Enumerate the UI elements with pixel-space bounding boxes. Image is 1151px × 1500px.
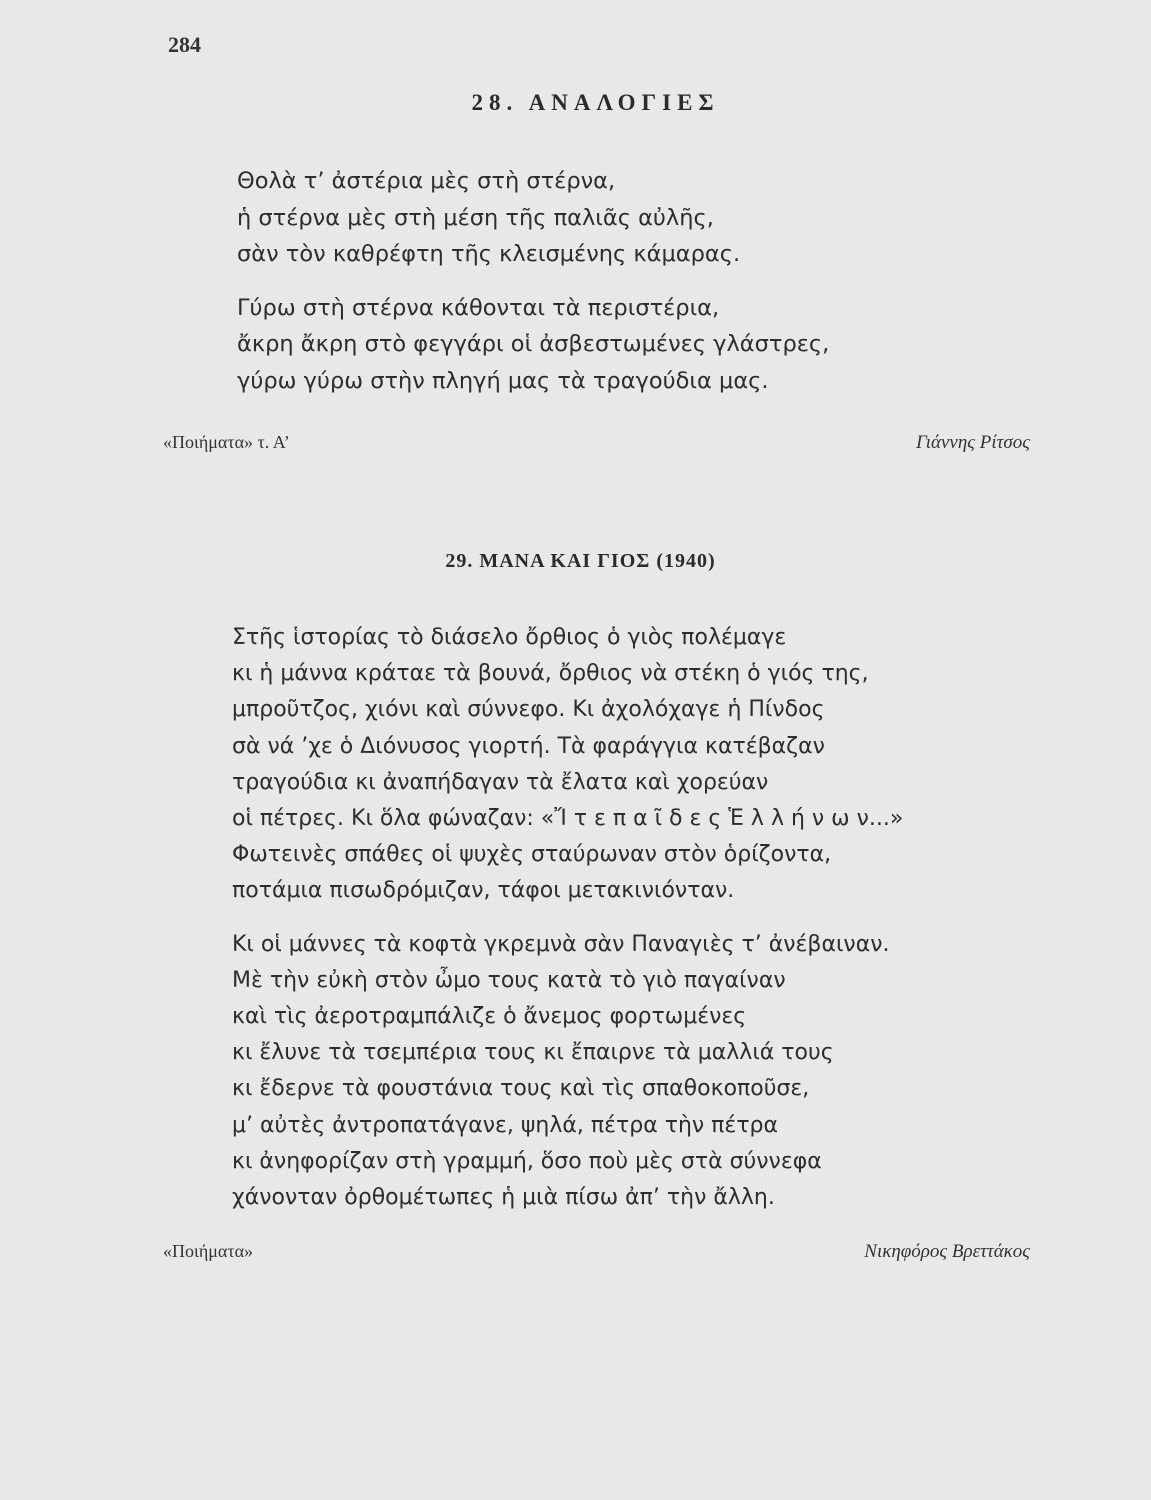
poem-title: 28. ΑΝΑΛΟΓΙΕΣ bbox=[471, 90, 720, 115]
stanza-break bbox=[237, 273, 829, 290]
poem-author: Γιάννης Ρίτσος bbox=[915, 432, 1030, 453]
poem-verses bbox=[232, 620, 903, 1216]
verse-line: κι ἀνηφορίζαν στὴ γραμμή, ὅσο ποὺ μὲς στὰ σύννεφα bbox=[232, 1148, 822, 1174]
poem-verses bbox=[237, 163, 829, 400]
verse-line: κι ἔλυνε τὰ τσεμπέρια τους κι ἔπαιρνε τὰ μαλλιά τους bbox=[232, 1040, 834, 1066]
page-number: 284 bbox=[168, 32, 201, 57]
verse-line: κι ἡ μάννα κράταε τὰ βουνά, ὄρθιος νὰ στέκη ὁ γιός της, bbox=[232, 661, 869, 687]
verse-line: μ’ αὐτὲς ἀντροπατάγανε, ψηλά, πέτρα τὴν πέτρα bbox=[232, 1112, 779, 1138]
verse-line: Στῆς ἱστορίας τὸ διάσελο ὄρθιος ὁ γιὸς πολέμαγε bbox=[232, 625, 787, 650]
verse-line: Κι οἱ μάννες τὰ κοφτὰ γκρεμνὰ σὰν Παναγιὲς τ’ ἀνέβαιναν. bbox=[232, 931, 890, 957]
verse-line: τραγούδια κι ἀναπήδαγαν τὰ ἔλατα καὶ χορεύαν bbox=[232, 769, 769, 795]
verse-line: Γύρω στὴ στέρνα κάθονται τὰ περιστέρια, bbox=[237, 294, 720, 321]
verse-line: ποτάμια πισωδρόμιζαν, τάφοι μετακινιόνταν. bbox=[232, 878, 735, 904]
verse-line: μπροῦτζος, χιόνι καὶ σύννεφο. Κι ἀχολόχαγε ἡ Πίνδος bbox=[232, 697, 825, 723]
verse-line: σὰ νά ’χε ὁ Διόνυσος γιορτή. Τὰ φαράγγια κατέβαζαν bbox=[232, 733, 825, 759]
poem-author: Νικηφόρος Βρεττάκος bbox=[864, 1241, 1030, 1262]
poem-source: «Ποιήματα» τ. Α’ bbox=[163, 432, 290, 452]
verse-line: Μὲ τὴν εὐκὴ στὸν ὦμο τους κατὰ τὸ γιὸ παγαίναν bbox=[232, 967, 786, 993]
verse-line: Θολὰ τ’ ἀστέρια μὲς στὴ στέρνα, bbox=[237, 168, 616, 194]
verse-line: Φωτεινὲς σπάθες οἱ ψυχὲς σταύρωναν στὸν ὁρίζοντα, bbox=[232, 842, 832, 868]
poem-source: «Ποιήματα» bbox=[163, 1241, 253, 1261]
verse-line: σὰν τὸν καθρέφτη τῆς κλεισμένης κάμαρας. bbox=[237, 241, 741, 268]
verse-line: καὶ τὶς ἀεροτραμπάλιζε ὁ ἄνεμος φορτωμένες bbox=[232, 1004, 747, 1030]
verse-line: ἄκρη ἄκρη στὸ φεγγάρι οἱ ἀσβεστωμένες γλάστρες, bbox=[237, 331, 830, 358]
poem-title: 29. ΜΑΝΑ ΚΑΙ ΓΙΟΣ (1940) bbox=[445, 550, 716, 572]
verse-line: κι ἔδερνε τὰ φουστάνια τους καὶ τὶς σπαθοκοποῦσε, bbox=[232, 1076, 810, 1102]
verse-line: ἡ στέρνα μὲς στὴ μέση τῆς παλιᾶς αὐλῆς, bbox=[237, 204, 714, 231]
verse-line: χάνονταν ὀρθομέτωπες ἡ μιὰ πίσω ἀπ’ τὴν ἄλλη. bbox=[232, 1185, 775, 1211]
verse-line: οἱ πέτρες. Κι ὅλα φώναζαν: «Ἴ τ ε π α ῖ δ ε ς Ἑ λ λ ή ν ω ν...» bbox=[232, 806, 904, 832]
stanza-break bbox=[232, 910, 903, 927]
verse-line: γύρω γύρω στὴν πληγή μας τὰ τραγούδια μας. bbox=[237, 367, 769, 394]
